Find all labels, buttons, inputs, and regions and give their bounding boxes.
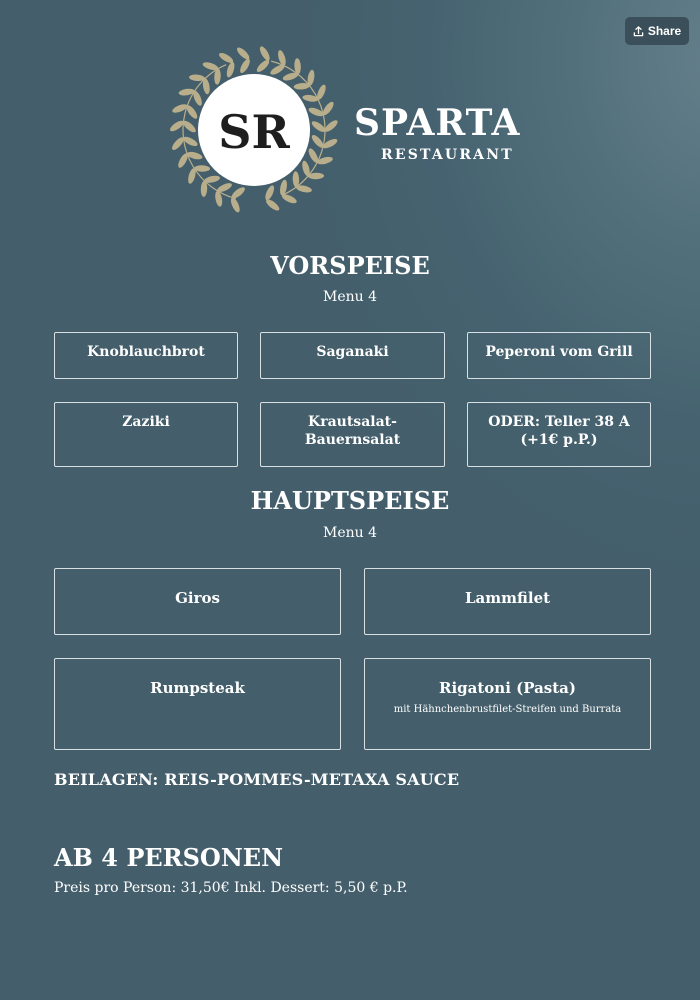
vorspeise-item [260, 332, 445, 379]
item-name: Saganaki [316, 344, 389, 360]
item-name: Rumpsteak [150, 679, 245, 697]
item-name: Giros [175, 589, 220, 607]
vorspeise-item [467, 402, 651, 467]
item-name: Rigatoni (Pasta) [438, 679, 576, 697]
hauptspeise-title: HAUPTSPEISE [250, 486, 450, 515]
item-name: Zaziki [122, 414, 170, 430]
vorspeise-title: VORSPEISE [270, 251, 430, 280]
hauptspeise-subtitle: Menu 4 [322, 525, 377, 541]
vorspeise-item [260, 402, 445, 467]
brand-name: SPARTA [354, 102, 521, 144]
vorspeise-item [467, 332, 651, 379]
share-label: Share [647, 24, 682, 38]
vorspeise-item [54, 332, 238, 379]
price-text: Preis pro Person: 31,50€ Inkl. Dessert: 5,50 € p.P. [54, 880, 408, 896]
side-dishes-text: BEILAGEN: REIS-POMMES-METAXA SAUCE [54, 770, 460, 789]
hauptspeise-item [54, 658, 341, 750]
restaurant-logo [168, 44, 340, 216]
item-name: Krautsalat-Bauernsalat [304, 414, 401, 448]
item-name: ODER: Teller 38 A (+1€ p.P.) [488, 414, 630, 448]
hauptspeise-item [364, 658, 651, 750]
item-description: mit Hähnchenbrustfilet-Streifen und Burrata [393, 704, 622, 715]
hauptspeise-item [364, 568, 651, 635]
share-upload-icon [633, 26, 644, 37]
item-name: Knoblauchbrot [87, 344, 205, 360]
logo-monogram: SR [218, 105, 290, 159]
hauptspeise-item [54, 568, 341, 635]
item-name: Lammfilet [464, 589, 551, 607]
vorspeise-item [54, 402, 238, 467]
share-button[interactable] [625, 17, 689, 45]
group-title: AB 4 PERSONEN [54, 843, 284, 872]
vorspeise-subtitle: Menu 4 [322, 289, 377, 305]
item-name: Peperoni vom Grill [485, 344, 633, 360]
brand-subtitle: RESTAURANT [381, 147, 514, 163]
logo-circle [168, 44, 340, 216]
